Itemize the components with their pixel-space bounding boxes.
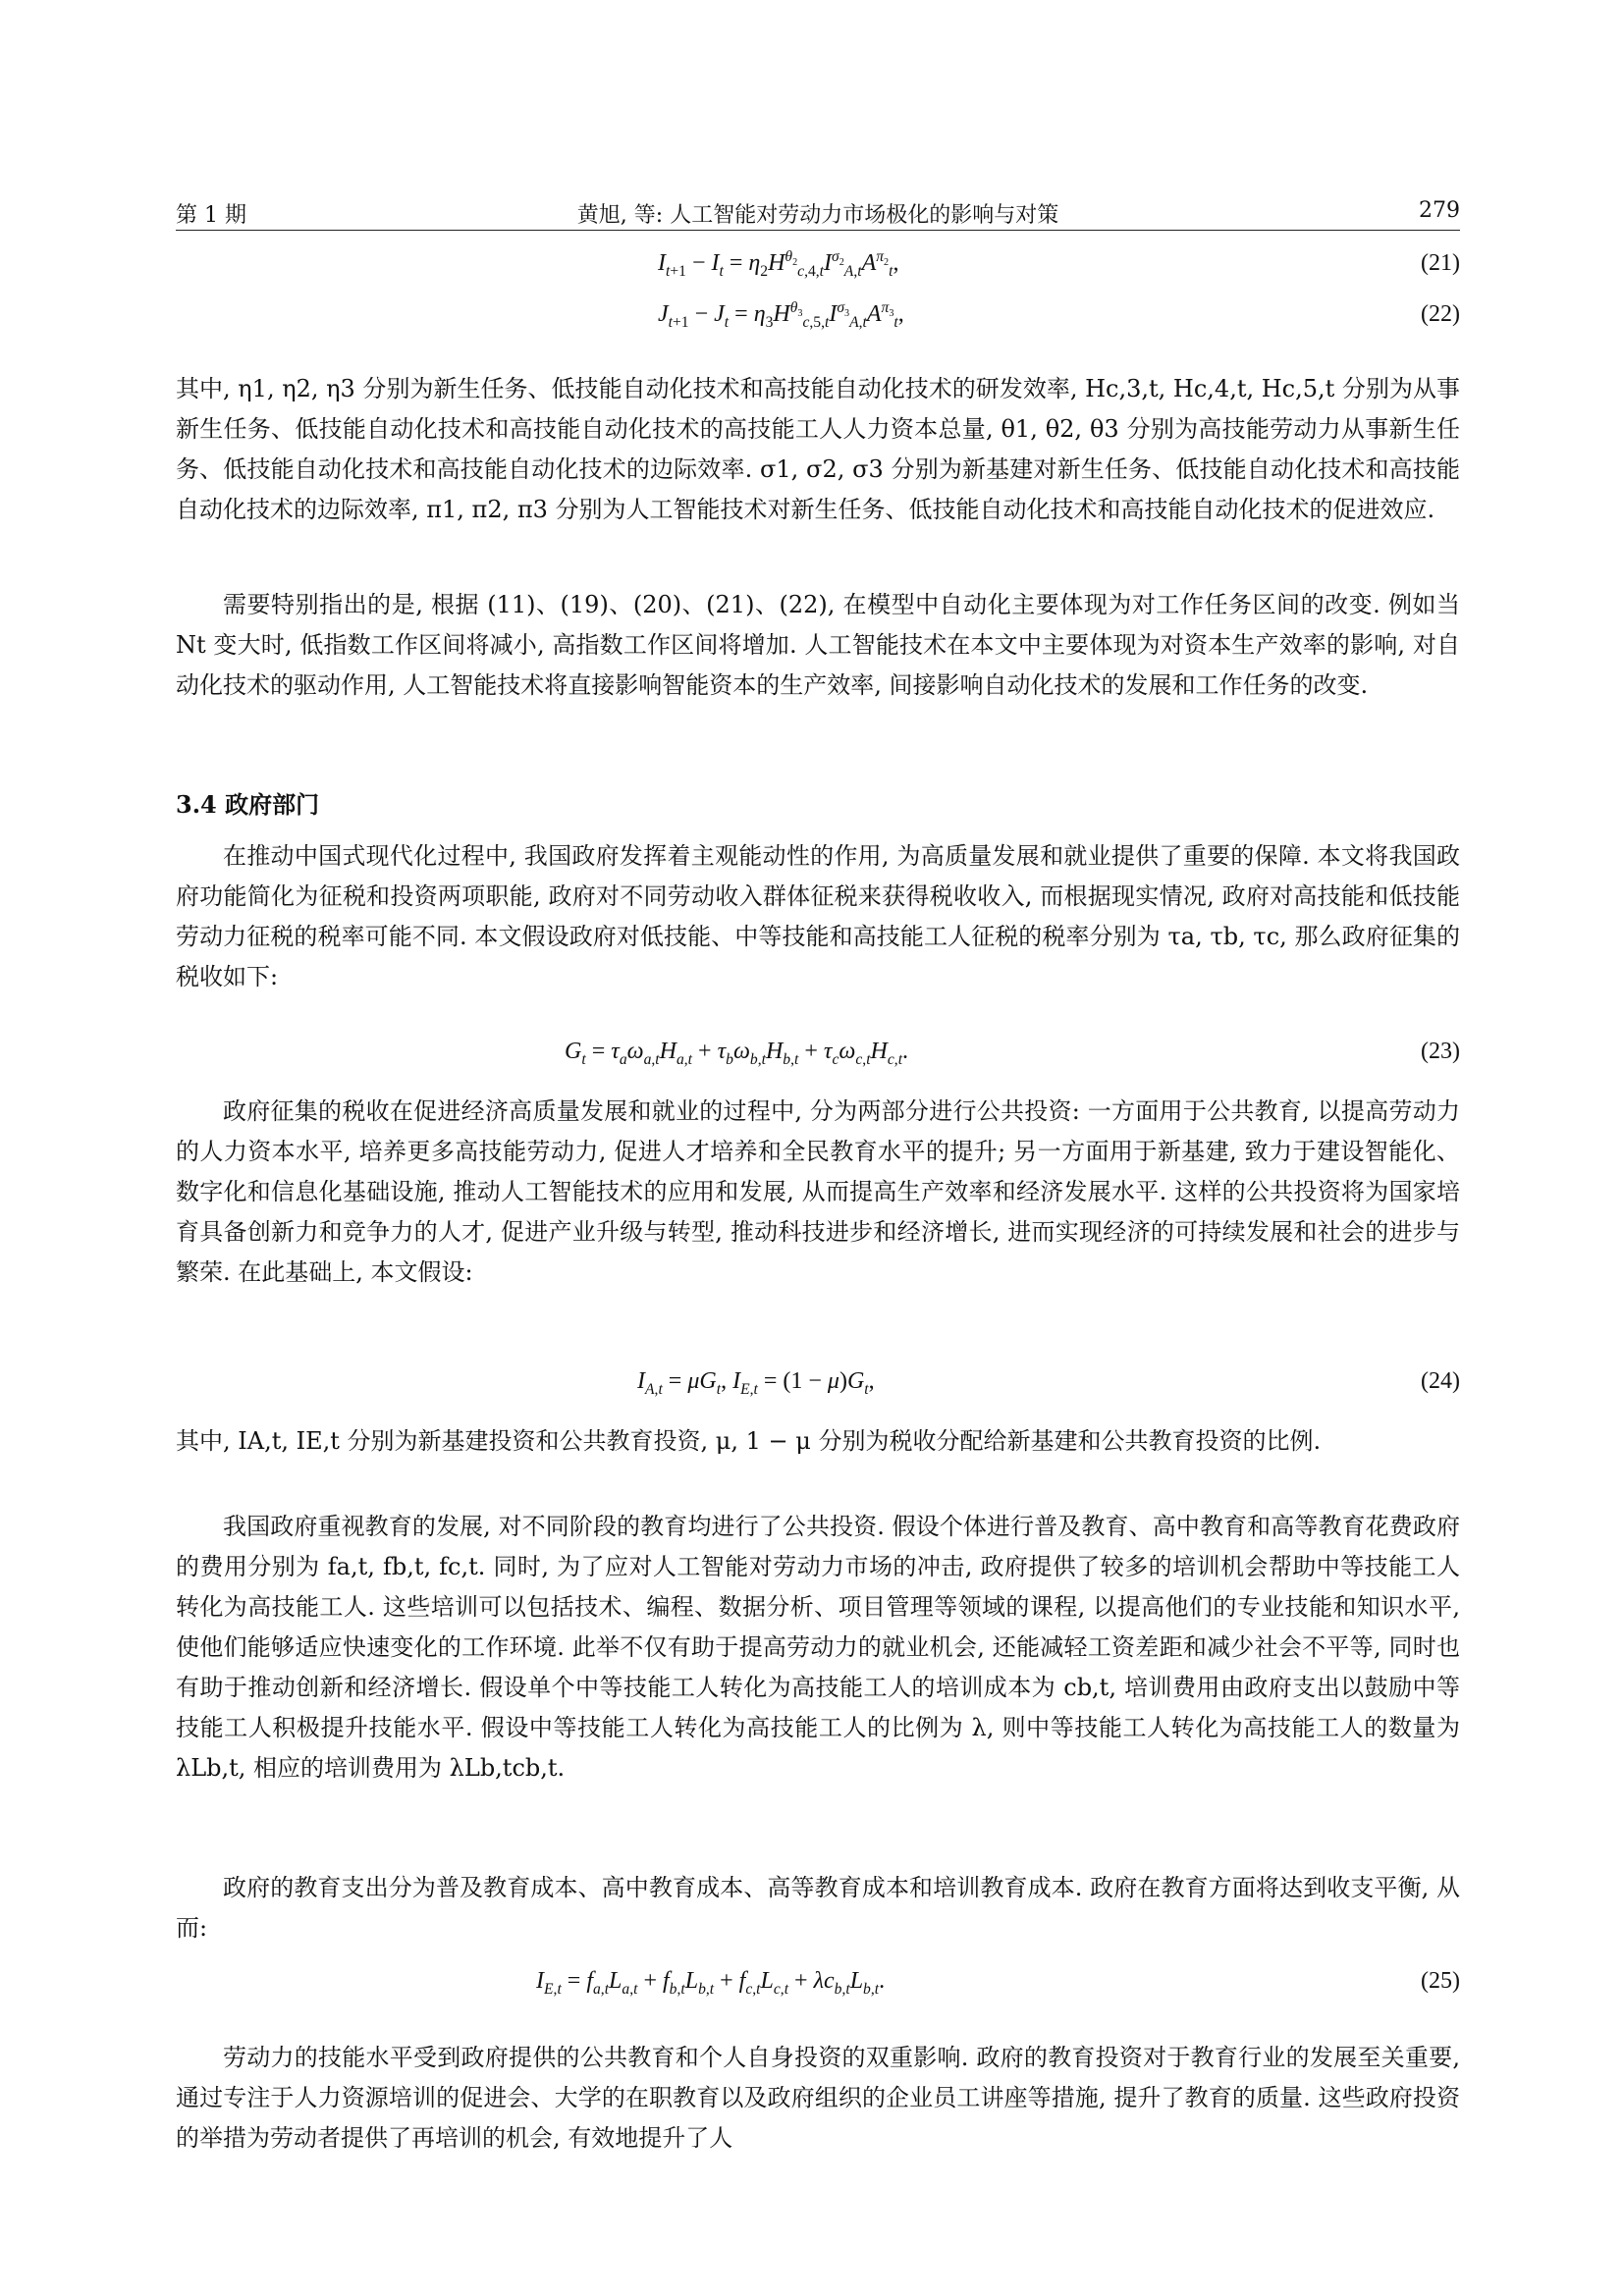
equation-25: [176, 1968, 1460, 2003]
running-title: 黄旭, 等: 人工智能对劳动力市场极化的影响与对策: [576, 203, 1059, 228]
equation-24: [176, 1368, 1460, 1404]
paragraph-skill-level: 劳动力的技能水平受到政府提供的公共教育和个人自身投资的双重影响. 政府的教育投资对于教育行业的发展至关重要, 通过专注于人力资源培训的促进会、大学的在职教育以及政府组织的企业员工讲座等措施, 提升了教育的质量. 这些政府投资的举措为劳动者提供了再培训的机会, 有效地提升了人: [176, 2044, 1460, 2152]
equation-22-number: (22): [1421, 301, 1460, 327]
equation-21-number: (21): [1421, 250, 1460, 276]
equation-24-number: (24): [1421, 1368, 1460, 1394]
equation-24-expression: $I_{A,t} = \mu G_t$, $I_{E,t} = (1 - \mu)G_t$,: [637, 1368, 875, 1398]
section-heading: 3.4 政府部门: [176, 790, 320, 819]
paragraph-automation-note: 需要特别指出的是, 根据 (11)、(19)、(20)、(21)、(22), 在模型中自动化主要体现为对工作任务区间的改变. 例如当 Nt 变大时, 低指数工作区间将减小, 高指数工作区间将增加. 人工智能技术在本文中主要体现为对资本生产效率的影响, 对自动化技术的驱动作用, 人工智能技术将直接影响智能资本的生产效率, 间接影响自动化技术的发展和工作任务的改变.: [176, 591, 1460, 699]
issue-label: 第 1 期: [176, 203, 246, 228]
running-header: [176, 196, 1460, 231]
equation-21: [176, 250, 1460, 286]
paragraph-government-tax: 在推动中国式现代化过程中, 我国政府发挥着主观能动性的作用, 为高质量发展和就业提供了重要的保障. 本文将我国政府功能简化为征税和投资两项职能, 政府对不同劳动收入群体征税来获得税收收入, 而根据现实情况, 政府对高技能和低技能劳动力征税的税率可能不同. 本文假设政府对低技能、中等技能和高技能工人征税的税率分别为 τa, τb, τc, 那么政府征集的税收如下:: [176, 842, 1460, 990]
equation-22-expression: $J_{t+1} - J_t = \eta_3H^{\theta_3}_{c,5,t}I^{\sigma_3}_{A,t}A^{\pi_3}_t$,: [658, 299, 904, 331]
page-number: 279: [1419, 198, 1460, 223]
paragraph-education-training: 我国政府重视教育的发展, 对不同阶段的教育均进行了公共投资. 假设个体进行普及教育、高中教育和高等教育花费政府的费用分别为 fa,t, fb,t, fc,t. 同时, 为了应对人工智能对劳动力市场的冲击, 政府提供了较多的培训机会帮助中等技能工人转化为高技能工人. 这些培训可以包括技术、编程、数据分析、项目管理等领域的课程, 以提高他们的专业技能和知识水平, 使他们能够适应快速变化的工作环境. 此举不仅有助于提高劳动力的就业机会, 还能减轻工资差距和减少社会不平等, 同时也有助于推动创新和经济增长. 假设单个中等技能工人转化为高技能工人的培训成本为 cb,t, 培训费用由政府支出以鼓励中等技能工人积极提升技能水平. 假设中等技能工人转化为高技能工人的比例为 λ, 则中等技能工人转化为高技能工人的数量为 λLb,t, 相应的培训费用为 λLb,tcb,t.: [176, 1513, 1460, 1782]
equation-22: [176, 301, 1460, 337]
equation-25-number: (25): [1421, 1968, 1460, 1994]
paragraph-variable-definitions: 其中, η1, η2, η3 分别为新生任务、低技能自动化技术和高技能自动化技术的研发效率, Hc,3,t, Hc,4,t, Hc,5,t 分别为从事新生任务、低技能自动化技术和高技能自动化技术的高技能工人人力资本总量, θ1, θ2, θ3 分别为高技能劳动力从事新生任务、低技能自动化技术和高技能自动化技术的边际效率. σ1, σ2, σ3 分别为新基建对新生任务、低技能自动化技术和高技能自动化技术的边际效率, π1, π2, π3 分别为人工智能技术对新生任务、低技能自动化技术和高技能自动化技术的促进效应.: [176, 375, 1460, 523]
equation-21-expression: $I_{t+1} - I_t = \eta_2H^{\theta_2}_{c,4,t}I^{\sigma_2}_{A,t}A^{\pi_2}_t$,: [658, 248, 899, 280]
paragraph-investment-share: 其中, IA,t, IE,t 分别为新基建投资和公共教育投资, μ, 1 − μ 分别为税收分配给新基建和公共教育投资的比例.: [176, 1427, 1322, 1455]
equation-23-number: (23): [1421, 1039, 1460, 1064]
equation-25-expression: $I_{E,t} = f_{a,t}L_{a,t} + f_{b,t}L_{b,t} + f_{c,t}L_{c,t} + \lambda c_{b,t}L_{b,t}$.: [536, 1968, 886, 1998]
equation-23: [176, 1039, 1460, 1074]
equation-23-expression: $G_t = \tau_a\omega_{a,t}H_{a,t} + \tau_b\omega_{b,t}H_{b,t} + \tau_c\omega_{c,t}H_{c,t}$.: [565, 1039, 909, 1068]
paragraph-education-budget: 政府的教育支出分为普及教育成本、高中教育成本、高等教育成本和培训教育成本. 政府在教育方面将达到收支平衡, 从而:: [176, 1874, 1460, 1942]
paragraph-public-investment: 政府征集的税收在促进经济高质量发展和就业的过程中, 分为两部分进行公共投资: 一方面用于公共教育, 以提高劳动力的人力资本水平, 培养更多高技能劳动力, 促进人才培养和全民教育水平的提升; 另一方面用于新基建, 致力于建设智能化、数字化和信息化基础设施, 推动人工智能技术的应用和发展, 从而提高生产效率和经济发展水平. 这样的公共投资将为国家培育具备创新力和竞争力的人才, 促进产业升级与转型, 推动科技进步和经济增长, 进而实现经济的可持续发展和社会的进步与繁荣. 在此基础上, 本文假设:: [176, 1097, 1460, 1286]
